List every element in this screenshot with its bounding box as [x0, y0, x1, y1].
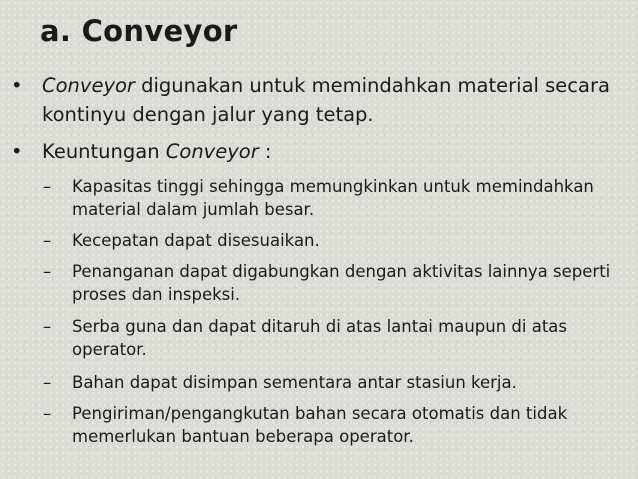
bullet-italic-term: Conveyor [42, 74, 135, 97]
sub-item-text: Penanganan dapat digabungkan dengan aktivitas lainnya seperti proses dan inspeksi. [72, 262, 611, 304]
sub-item [43, 261, 632, 306]
sub-item-marker: – [43, 231, 52, 250]
sub-item-text: Serba guna dan dapat ditaruh di atas lantai maupun di atas operator. [72, 317, 567, 359]
bullet-text: Keuntungan [42, 140, 166, 163]
bullet-item [11, 137, 622, 166]
slide-title: a. Conveyor [40, 14, 238, 48]
sub-item-text: Kecepatan dapat disesuaikan. [72, 231, 320, 250]
bullet-marker: • [11, 140, 23, 163]
sub-item [43, 230, 632, 253]
sub-item [43, 176, 632, 221]
sub-item-marker: – [43, 177, 52, 196]
bullet-text: digunakan untuk memindahkan material secara kontinyu dengan jalur yang tetap. [42, 74, 610, 126]
sub-item-marker: – [43, 262, 52, 281]
bullet-marker: • [11, 74, 23, 97]
sub-item-text: Bahan dapat disimpan sementara antar stasiun kerja. [72, 373, 517, 392]
sub-item [43, 403, 632, 448]
sub-item-marker: – [43, 404, 52, 423]
bullet-item [11, 71, 622, 129]
sub-item [43, 372, 632, 395]
sub-item-marker: – [43, 317, 52, 336]
bullet-italic-term: Conveyor [165, 140, 259, 163]
sub-item-text: Pengiriman/pengangkutan bahan secara otomatis dan tidak memerlukan bantuan beberapa operator. [72, 404, 568, 446]
sub-item-text: Kapasitas tinggi sehingga memungkinkan untuk memindahkan material dalam jumlah besar. [72, 177, 594, 219]
sub-item [43, 316, 632, 361]
sub-item-marker: – [43, 373, 52, 392]
bullet-text: : [258, 140, 272, 163]
